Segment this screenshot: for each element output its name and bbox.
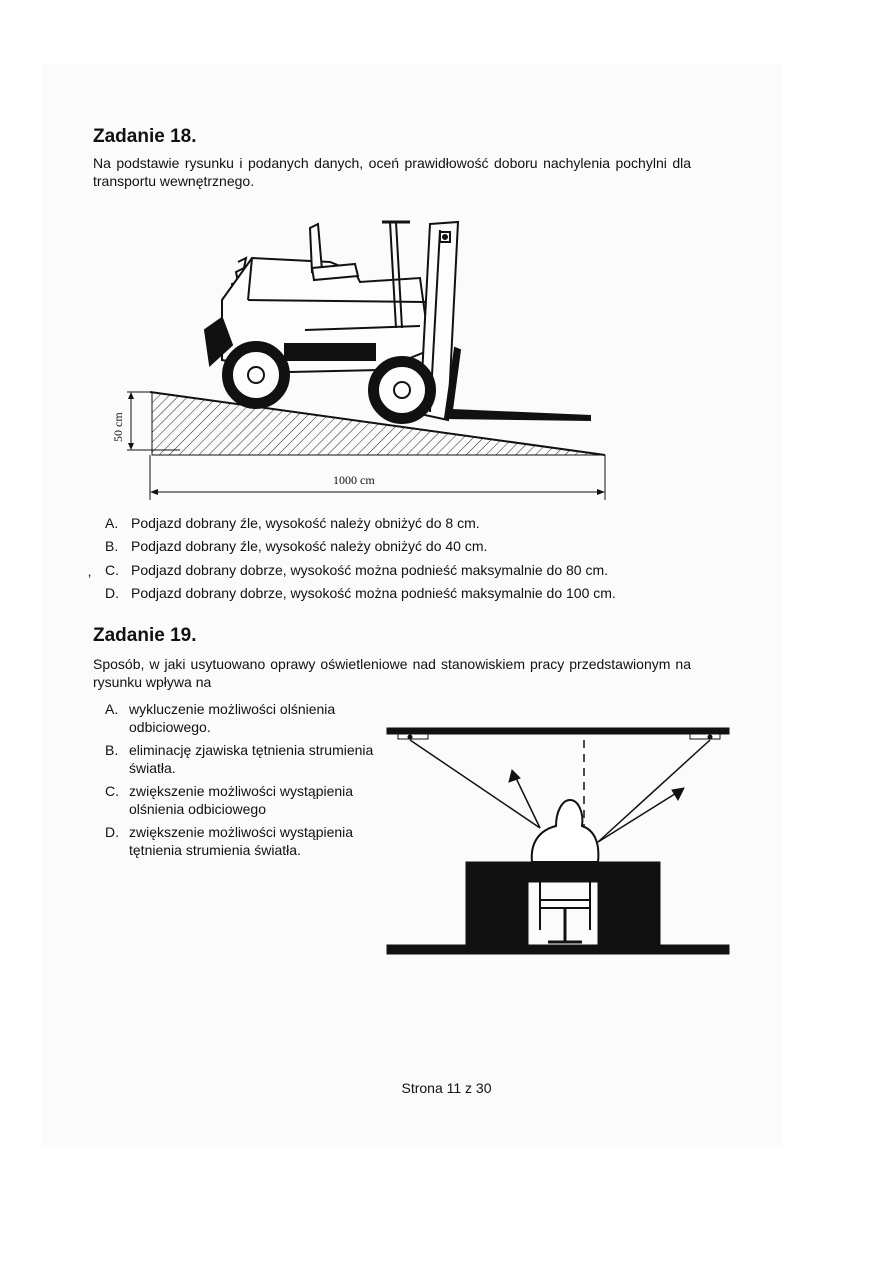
pencil-tick-mark: ‚ <box>88 562 92 579</box>
task19-answer-a[interactable]: A. wykluczenie możliwości olśnienia odbiciowego. <box>105 701 336 735</box>
floor <box>387 945 729 954</box>
right-luminaire <box>690 734 720 739</box>
task18-answer-d[interactable]: D. Podjazd dobrany dobrze, wysokość można podnieść maksymalnie do 100 cm. <box>105 584 616 601</box>
task18-answer-a[interactable]: A. Podjazd dobrany źle, wysokość należy obniżyć do 8 cm. <box>105 515 480 531</box>
task19-answer-b[interactable]: B. eliminację zjawiska tętnienia strumienia światła. <box>105 742 374 776</box>
task19-answer-c[interactable]: C. zwiększenie możliwości wystąpienia olśnienia odbiciowego <box>105 783 354 817</box>
task19-title: Zadanie 19. <box>93 625 197 646</box>
task18-answer-c[interactable]: ‚ C. Podjazd dobrany dobrze, wysokość można podnieść maksymalnie do 80 cm. <box>88 561 609 579</box>
task18-title: Zadanie 18. <box>93 126 197 147</box>
task19-answer-d[interactable]: D. zwiększenie możliwości wystąpienia tętnienia strumienia światła. <box>105 824 354 858</box>
length-label: 1000 cm <box>333 473 375 487</box>
task18-answer-b[interactable]: B. Podjazd dobrany źle, wysokość należy obniżyć do 40 cm. <box>105 538 488 555</box>
task18-text: Na podstawie rysunku i podanych danych, oceń prawidłowość doboru nachylenia pochylni dla transportu wewnętrznego. <box>93 155 691 189</box>
ceiling <box>387 728 729 734</box>
left-luminaire <box>398 734 428 739</box>
page-number: Strona 11 z 30 <box>401 1080 492 1096</box>
task19-text: Sposób, w jaki usytuowano oprawy oświetleniowe nad stanowiskiem pracy przedstawionym na rysunku wpływa na <box>93 656 691 690</box>
height-label: 50 cm <box>111 412 125 442</box>
